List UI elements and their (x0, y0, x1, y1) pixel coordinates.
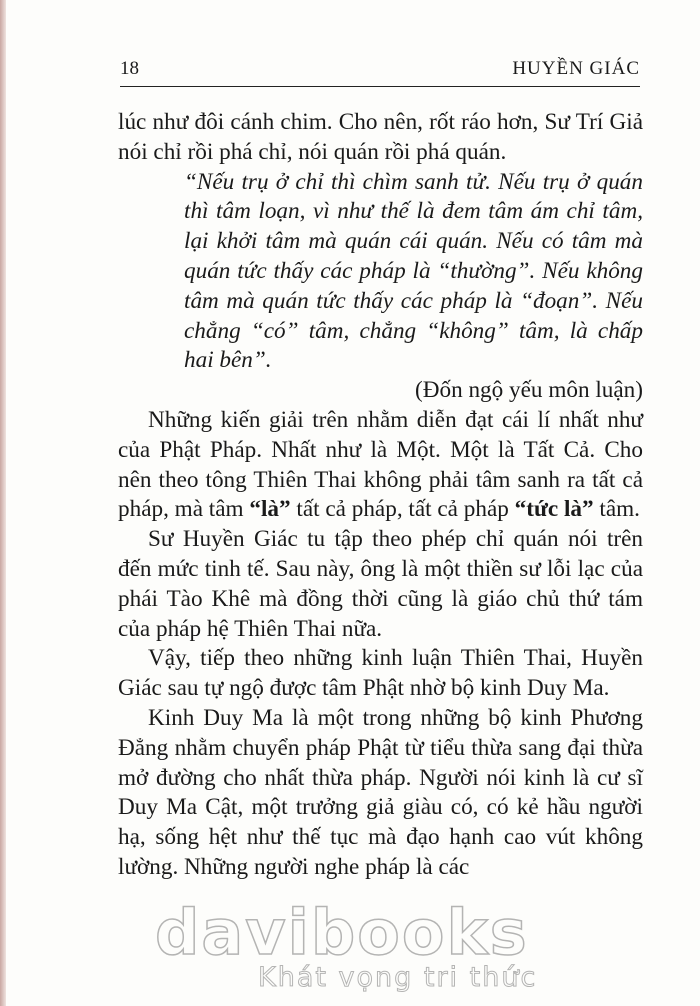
paragraph-3: Sư Huyền Giác tu tập theo phép chỉ quán nói trên đến mức tinh tế. Sau này, ông là một thiền sư lỗi lạc của phái Tào Khê mà đồng thời cũng là giáo chủ thứ tám của pháp hệ Thiên Thai nữa. (118, 526, 643, 642)
paragraph-5: Kinh Duy Ma là một trong những bộ kinh Phương Đẳng nhằm chuyển pháp Phật từ tiểu thừa sang đại thừa mở đường cho nhất thừa pháp. Người nói kinh là cư sĩ Duy Ma Cật, một trưởng giả giàu có, có kẻ hầu người hạ, sống hệt như thế tục mà đạo hạnh cao vút không lường. Những người nghe pháp là các (118, 704, 643, 880)
paragraph-2 (118, 406, 643, 525)
page-header (120, 52, 640, 87)
quote-source: (Đốn ngộ yếu môn luận) (415, 377, 643, 404)
page-number: 18 (120, 58, 139, 79)
paragraph-2-text-a: Những kiến giải trên nhằm diễn đạt cái lí nhất như của Phật Pháp. Nhất như là Một. Một là Tất Cả. Cho nên theo tông Thiên Thai không phải tâm sanh ra tất cả pháp, mà tâm (118, 406, 643, 523)
page-body (118, 108, 643, 883)
page-edge-shadow (0, 0, 6, 1006)
paragraph-4: Vậy, tiếp theo những kinh luận Thiên Thai, Huyền Giác sau tự ngộ được tâm Phật nhờ bộ kinh Duy Ma. (118, 645, 643, 702)
block-quote: “Nếu trụ ở chỉ thì chìm sanh tử. Nếu trụ ở quán thì tâm loạn, vì như thế là đem tâm ám chỉ tâm, lại khởi tâm mà quán cái quán. Nếu có tâm mà quán tức thấy các pháp là “thường”. Nếu không tâm mà quán tức thấy các pháp là “đoạn”. Nếu chẳng “có” tâm, chẳng “không” tâm, là chấp hai bên”. (184, 168, 643, 374)
bold-term-tuc-la: “tức là” (514, 496, 594, 523)
watermark-brand: davibooks (155, 896, 529, 969)
watermark-slogan: Khát vọng tri thức (258, 962, 538, 993)
bold-term-la: “là” (249, 496, 291, 523)
paragraph-1: lúc như đôi cánh chim. Cho nên, rốt ráo hơn, Sư Trí Giả nói chỉ rồi phá chỉ, nói quán rồi phá quán. (118, 109, 643, 165)
running-title: HUYỀN GIÁC (512, 58, 640, 79)
paragraph-2-text-b: tất cả pháp, tất cả pháp (290, 496, 515, 523)
paragraph-2-text-c: tâm. (593, 496, 640, 523)
